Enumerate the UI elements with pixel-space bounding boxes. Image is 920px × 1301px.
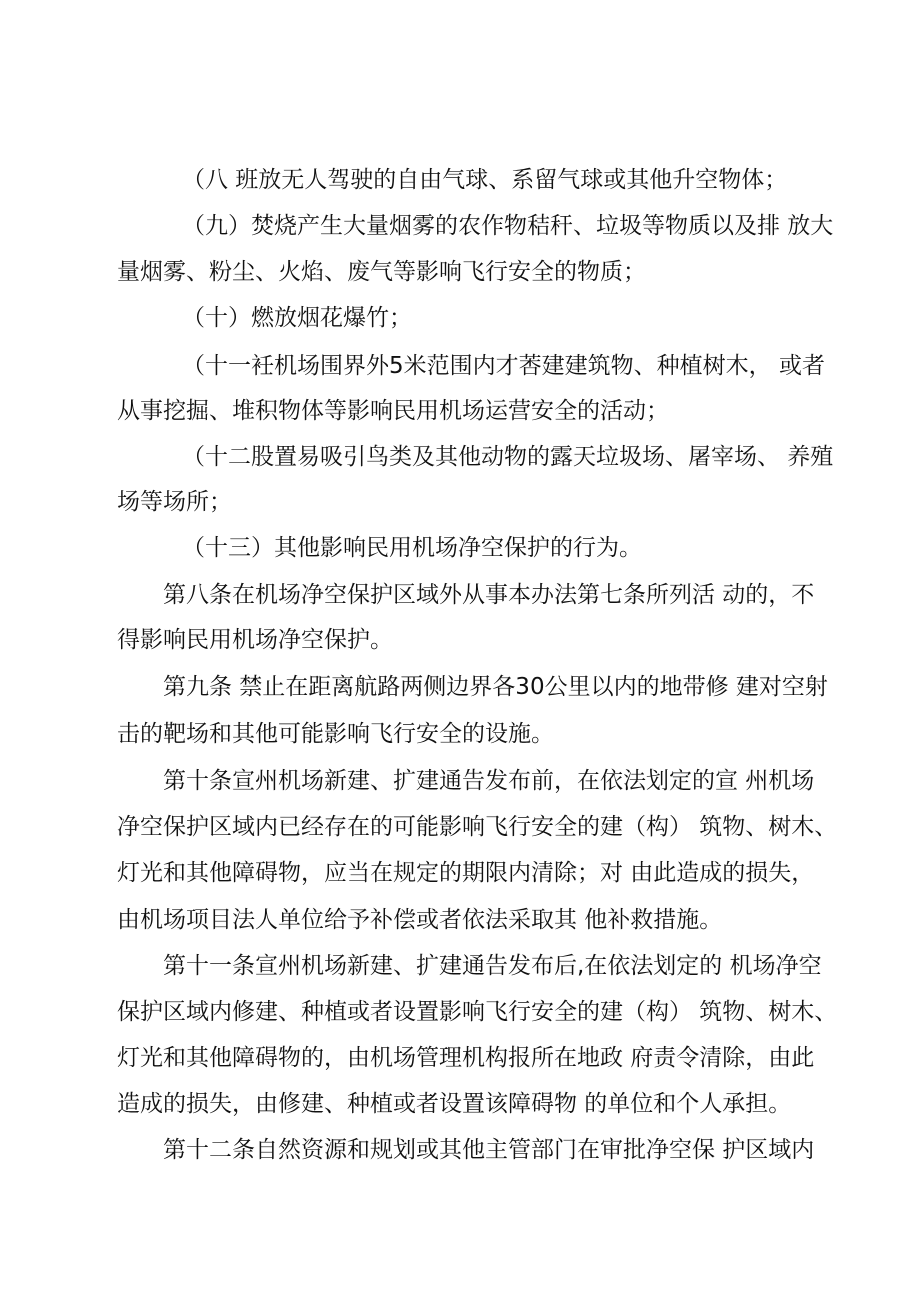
text-line: 第九条 禁止在距离航路两侧边界各30公里以内的地带修 建对空射 bbox=[163, 674, 828, 700]
text-line: 灯光和其他障碍物，应当在规定的期限内清除；对 由此造成的损失， bbox=[117, 860, 815, 886]
text-line: （十一衽机场围界外5米范围内才莕建建筑物、种植树木， 或者 bbox=[182, 353, 825, 379]
text-line: 第十一条宣州机场新建、扩建通告发布后,在依法划定的 机场净空 bbox=[163, 953, 822, 979]
text-line: 击的靶场和其他可能影响飞行安全的设施。 bbox=[117, 721, 554, 747]
text-line: （八 班放无人驾驶的自由气球、系留气球或其他升空物体； bbox=[182, 167, 788, 193]
text-line: （十）燃放烟花爆竹； bbox=[182, 305, 412, 331]
text-line: （十二股置易吸引鸟类及其他动物的露天垃圾场、屠宰场、 养殖 bbox=[182, 444, 834, 470]
text-line: 保护区域内修建、种植或者设置影响飞行安全的建（构） 筑物、树木、 bbox=[117, 999, 838, 1025]
text-line: （九）焚烧产生大量烟雾的农作物秸秆、垃圾等物质以及排 放大 bbox=[182, 213, 834, 239]
text-line: 灯光和其他障碍物的，由机场管理机构报所在地政 府责令清除，由此 bbox=[117, 1045, 815, 1071]
text-line: 由机场项目法人单位给予补偿或者依法采取其 他补救措施。 bbox=[117, 907, 723, 933]
text-line: 量烟雾、粉尘、火焰、废气等影响飞行安全的物质； bbox=[117, 259, 646, 285]
text-line: 造成的损失，由修建、种植或者设置该障碍物 的单位和个人承担。 bbox=[117, 1091, 792, 1117]
text-line: （十三）其他影响民用机场净空保护的行为。 bbox=[182, 535, 642, 561]
text-line: 第十二条自然资源和规划或其他主管部门在审批净空保 护区域内 bbox=[163, 1137, 815, 1163]
text-line: 第十条宣州机场新建、扩建通告发布前，在依法划定的宣 州机场 bbox=[163, 768, 815, 794]
text-line: 从事挖掘、堆积物体等影响民用机场运营安全的活动； bbox=[117, 398, 669, 424]
text-line: 场等场所； bbox=[117, 489, 232, 515]
text-line: 第八条在机场净空保护区域外从事本办法第七条所列活 动的，不 bbox=[163, 582, 815, 608]
text-line: 净空保护区域内已经存在的可能影响飞行安全的建（构） 筑物、树木、 bbox=[117, 814, 838, 840]
text-line: 得影响民用机场净空保护。 bbox=[117, 627, 393, 653]
